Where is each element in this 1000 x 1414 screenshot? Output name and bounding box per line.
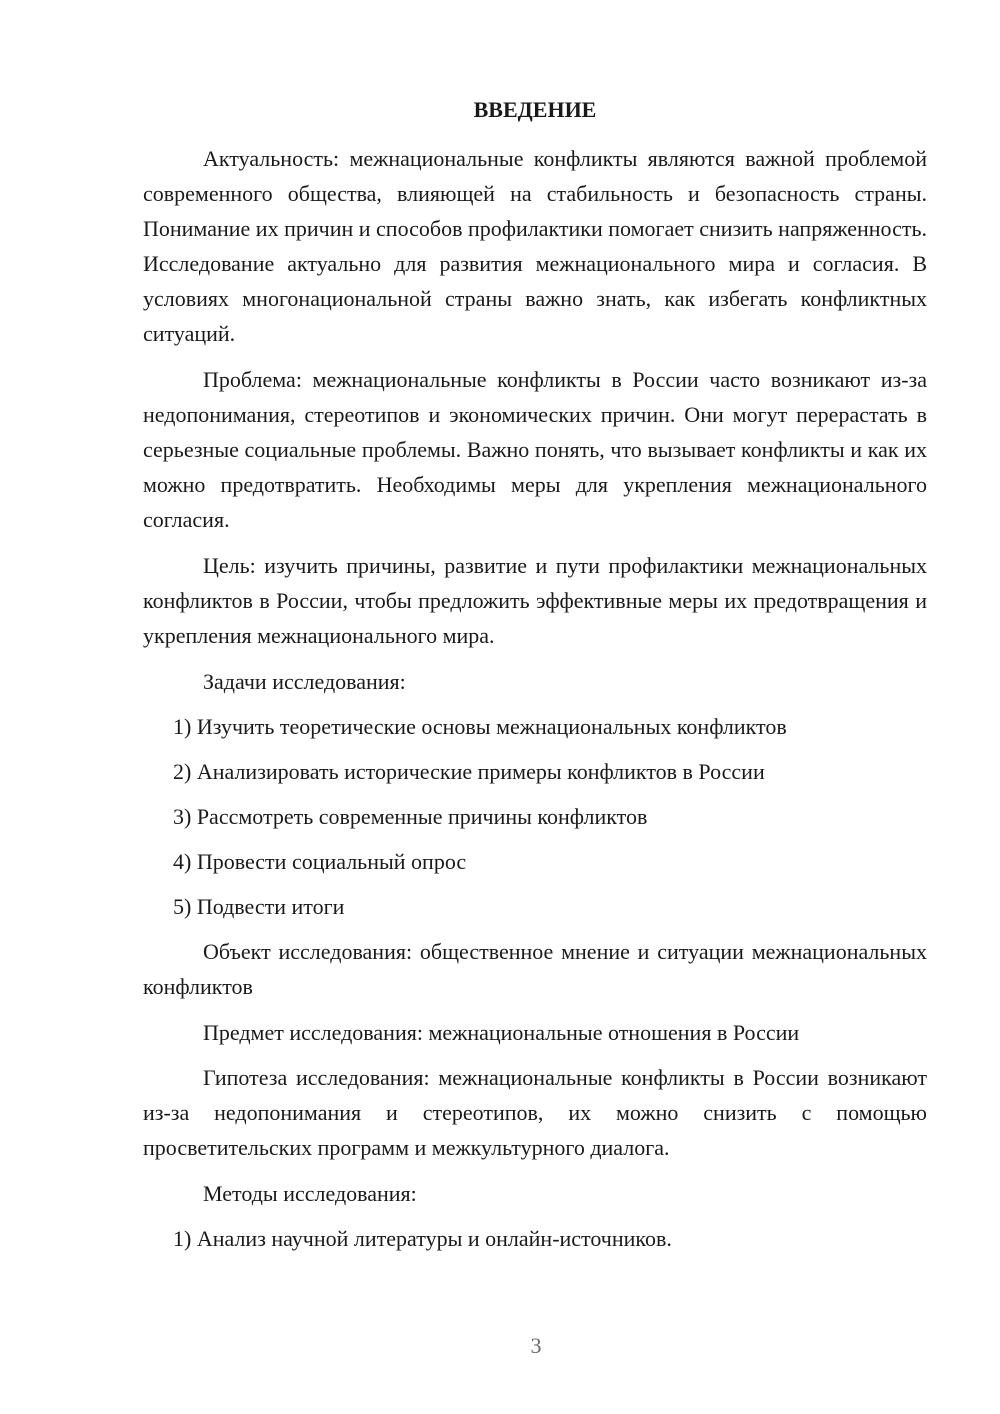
section-heading: ВВЕДЕНИЕ xyxy=(473,97,597,122)
task-item-2: 2) Анализировать исторические примеры конфликтов в России xyxy=(173,759,765,784)
task-item-3: 3) Рассмотреть современные причины конфликтов xyxy=(173,804,648,829)
method-item-1: 1) Анализ научной литературы и онлайн-источников. xyxy=(173,1226,672,1251)
page-number: 3 xyxy=(530,1333,542,1358)
tasks-heading: Задачи исследования: xyxy=(203,669,406,694)
relevance-paragraph: Актуальность: межнациональные конфликты являются важной проблемой современного общества, влияющей на стабильность и безопасность страны. Понимание их причин и способов профилактики помогает снизить напряженность. Исследование актуально для развития межнационального мира и согласия. В условиях многонациональной страны важно знать, как избегать конфликтных ситуаций. xyxy=(143,146,927,346)
goal-paragraph: Цель: изучить причины, развитие и пути профилактики межнациональных конфликтов в России, чтобы предложить эффективные меры их предотвращения и укрепления межнационального мира. xyxy=(143,553,927,648)
methods-heading: Методы исследования: xyxy=(203,1181,417,1206)
problem-paragraph: Проблема: межнациональные конфликты в России часто возникают из-за недопонимания, стереотипов и экономических причин. Они могут перерастать в серьезные социальные проблемы. Важно понять, что вызывает конфликты и как их можно предотвратить. Необходимы меры для укрепления межнационального согласия. xyxy=(143,367,927,532)
document-page xyxy=(143,92,927,1266)
object-paragraph: Объект исследования: общественное мнение и ситуации межнациональных конфликтов xyxy=(143,939,927,999)
task-item-5: 5) Подвести итоги xyxy=(173,894,345,919)
task-item-4: 4) Провести социальный опрос xyxy=(173,849,467,874)
subject-paragraph: Предмет исследования: межнациональные отношения в России xyxy=(203,1020,800,1045)
task-item-1: 1) Изучить теоретические основы межнациональных конфликтов xyxy=(173,714,787,739)
hypothesis-paragraph: Гипотеза исследования: межнациональные конфликты в России возникают из-за недопонимания и стереотипов, их можно снизить с помощью просветительских программ и межкультурного диалога. xyxy=(143,1065,927,1160)
